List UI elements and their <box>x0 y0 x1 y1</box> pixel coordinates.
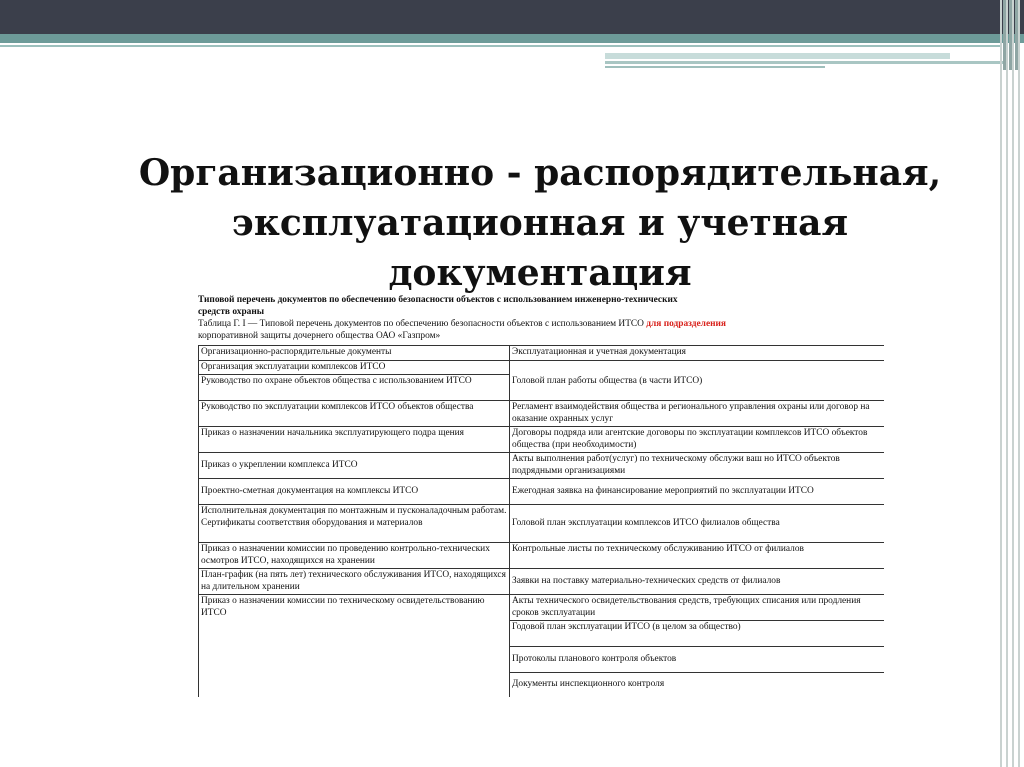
table-row <box>199 375 885 401</box>
right-frame <box>996 0 1024 767</box>
documents-table <box>198 345 884 697</box>
table-cell: Протоколы планового контроля объектов <box>510 647 885 673</box>
table-cell: Акты технического освидетельствования средств, требующих списания или продления сроков эксплуатации <box>510 595 885 621</box>
decorative-accent <box>605 53 950 59</box>
table-caption <box>198 294 888 342</box>
table-row <box>199 427 885 453</box>
table-cell: Проектно-сметная документация на комплексы ИТСО <box>199 479 510 505</box>
table-cell: Головой план эксплуатации комплексов ИТСО филиалов общества <box>510 505 885 543</box>
table-cell: Приказ о укреплении комплекса ИТСО <box>199 453 510 479</box>
table-row <box>199 505 885 543</box>
table-row <box>199 595 885 621</box>
table-cell: Головой план работы общества (в части ИТСО) <box>510 375 885 401</box>
table-cell: Документы инспекционного контроля <box>512 679 665 689</box>
decorative-accent <box>605 66 825 68</box>
title-line: Организационно - распорядительная, <box>138 152 942 194</box>
caption-text: Таблица Г. I — Типовой перечень документов по обеспечению безопасности объектов с использованием ИТСО <box>198 319 647 329</box>
table-cell <box>510 360 885 375</box>
table-cell: Приказ о назначении комиссии по проведению контрольно-технических осмотров ИТСО, находящихся на хранении <box>199 543 510 569</box>
title-line: эксплуатационная и учетная <box>231 202 849 244</box>
table-cell: Руководство по охране объектов общества с использованием ИТСО <box>199 375 510 401</box>
header-cell: Эксплуатационная и учетная документация <box>510 346 885 361</box>
table-row <box>199 401 885 427</box>
table-row <box>199 543 885 569</box>
table-cell: Приказ о назначении комиссии по техническому освидетельствованию ИТСО <box>199 595 510 697</box>
table-cell: Исполнительная документация по монтажным и пусконаладочным работам. Сертификаты соответствия оборудования и материалов <box>199 505 510 543</box>
caption-highlight: для подразделения <box>646 319 726 329</box>
table-cell: Ежегодная заявка на финансирование мероприятий по эксплуатации ИТСО <box>510 479 885 505</box>
decorative-accent <box>605 61 1005 64</box>
caption-line: Типовой перечень документов по обеспечению безопасности объектов с использованием инженерно-технических <box>198 295 678 305</box>
slide-title <box>100 148 980 298</box>
table-cell: Приказ о назначении начальника эксплуатирующего подра щения <box>199 427 510 453</box>
table-cell: Регламент взаимодействия общества и регионального управления охраны или договор на оказание охранных услуг <box>510 401 885 427</box>
table-cell: Акты выполнения работ(услуг) по техническому обслужи ваш но ИТСО объектов подрядными организациями <box>510 453 885 479</box>
table-header-row <box>199 346 885 361</box>
table-cell: Контрольные листы по техническому обслуживанию ИТСО от филиалов <box>510 543 885 569</box>
title-line: документация <box>388 252 692 294</box>
table-cell: Договоры подряда или агентские договоры по эксплуатации комплексов ИТСО объектов общества (при необходимости) <box>510 427 885 453</box>
table-row <box>199 479 885 505</box>
caption-line: корпоративной защиты дочернего общества ОАО «Газпром» <box>198 331 441 341</box>
table-row <box>199 360 885 375</box>
caption-line: средств охраны <box>198 307 265 317</box>
table-cell: Организация эксплуатации комплексов ИТСО <box>199 360 510 375</box>
table-row <box>199 569 885 595</box>
table-cell: Годовой план эксплуатации ИТСО (в целом за общество) <box>510 621 885 647</box>
table-cell: Руководство по эксплуатации комплексов ИТСО объектов общества <box>199 401 510 427</box>
caption-line <box>198 318 888 330</box>
header-cell: Организационно-распорядительные документы <box>199 346 510 361</box>
decorative-line <box>0 45 1000 47</box>
top-bar <box>0 0 1024 34</box>
table-cell: План-график (на пять лет) технического обслуживания ИТСО, находящихся на длительном хранении <box>199 569 510 595</box>
table-row <box>199 453 885 479</box>
table-cell: Заявки на поставку материально-технических средств от филиалов <box>510 569 885 595</box>
teal-band <box>0 34 1024 43</box>
